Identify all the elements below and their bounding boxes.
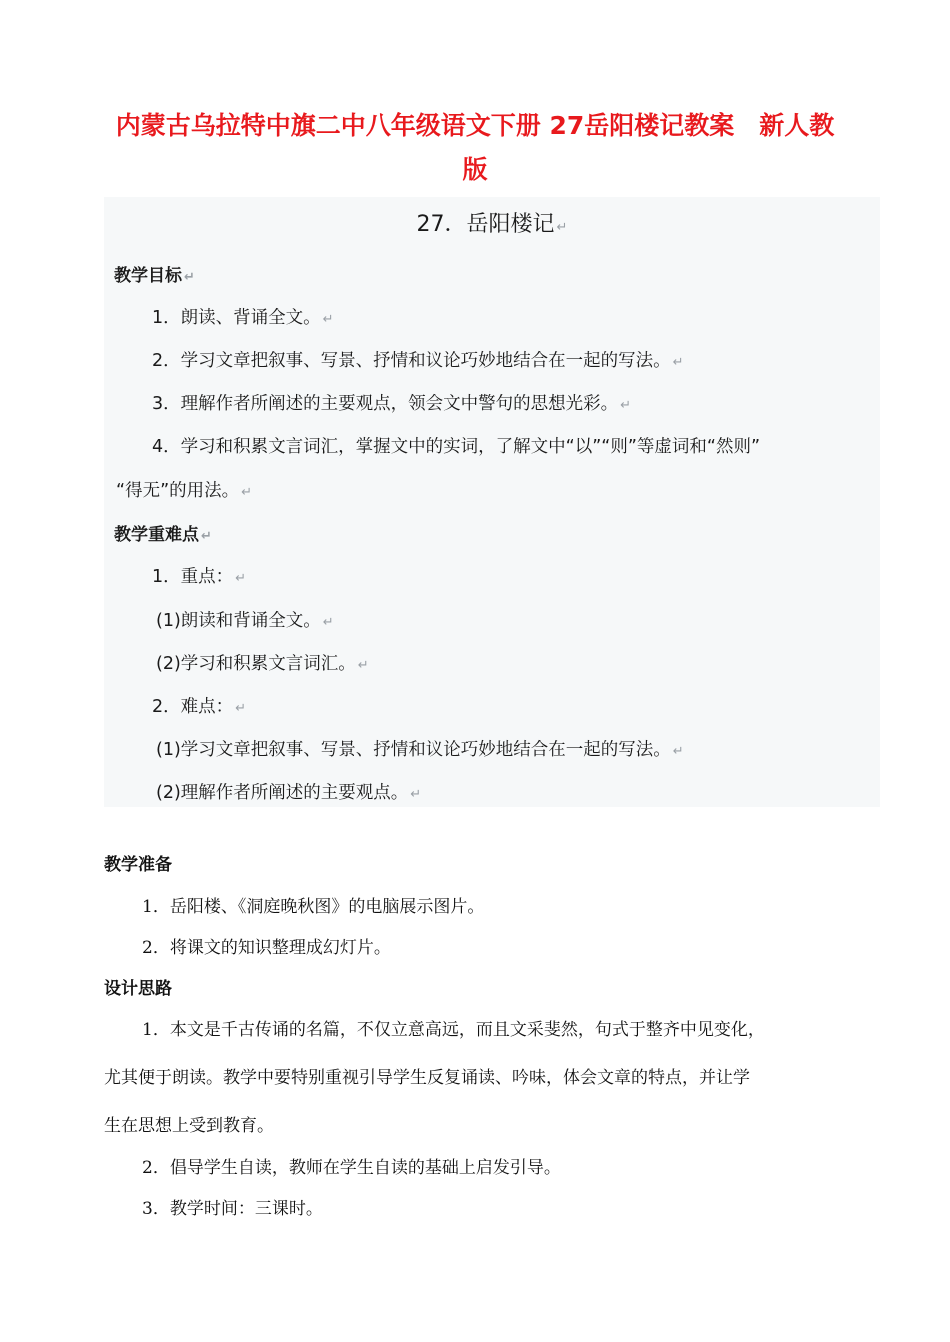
goal-item-continued: “得无”的用法。 ↵ (116, 481, 253, 501)
document-title-line-2: 版 (462, 155, 488, 184)
design-paragraph-line: 尤其便于朗读。教学中要特别重视引导学生反复诵读、吟味，体会文章的特点，并让学 (104, 1068, 750, 1088)
design-heading: 设计思路 (104, 979, 172, 999)
difficulty-item: (1)朗读和背诵全文。 ↵ (156, 611, 334, 631)
goal-item: 4．学习和积累文言词汇，掌握文中的实词，了解文中“以”“则”等虚词和“然则” (152, 437, 761, 457)
prep-item: 2．将课文的知识整理成幻灯片。 (142, 938, 391, 958)
design-paragraph-line: 生在思想上受到教育。 (104, 1116, 274, 1136)
difficulty-item: (2)学习和积累文言词汇。 ↵ (156, 654, 369, 674)
difficulty-heading: 教学重难点 ↵ (114, 525, 212, 545)
goal-item: 2．学习文章把叙事、写景、抒情和议论巧妙地结合在一起的写法。 ↵ (152, 351, 684, 371)
goal-item: 1．朗读、背诵全文。 ↵ (152, 308, 334, 328)
difficulty-item: 1．重点： ↵ (152, 567, 247, 587)
difficulty-item: (2)理解作者所阐述的主要观点。 ↵ (156, 783, 422, 803)
goals-heading: 教学目标 ↵ (114, 266, 195, 286)
prep-item: 1．岳阳楼、《洞庭晚秋图》的电脑展示图片。 (142, 897, 485, 917)
document-title (100, 104, 850, 192)
prep-heading: 教学准备 (104, 855, 172, 875)
design-paragraph: 3．教学时间：三课时。 (142, 1199, 323, 1219)
difficulty-item: (1)学习文章把叙事、写景、抒情和议论巧妙地结合在一起的写法。 ↵ (156, 740, 684, 760)
embedded-lesson-image (104, 197, 880, 807)
lesson-title: 27．岳阳楼记 ↵ (416, 212, 568, 237)
design-paragraph-line: 1．本文是千古传诵的名篇，不仅立意高远，而且文采斐然，句式于整齐中见变化， (142, 1020, 765, 1040)
difficulty-item: 2．难点： ↵ (152, 697, 247, 717)
document-title-line-1: 内蒙古乌拉特中旗二中八年级语文下册 27岳阳楼记教案 新人教 (115, 111, 835, 140)
goal-item: 3．理解作者所阐述的主要观点，领会文中警句的思想光彩。 ↵ (152, 394, 632, 414)
design-paragraph: 2．倡导学生自读，教师在学生自读的基础上启发引导。 (142, 1158, 561, 1178)
